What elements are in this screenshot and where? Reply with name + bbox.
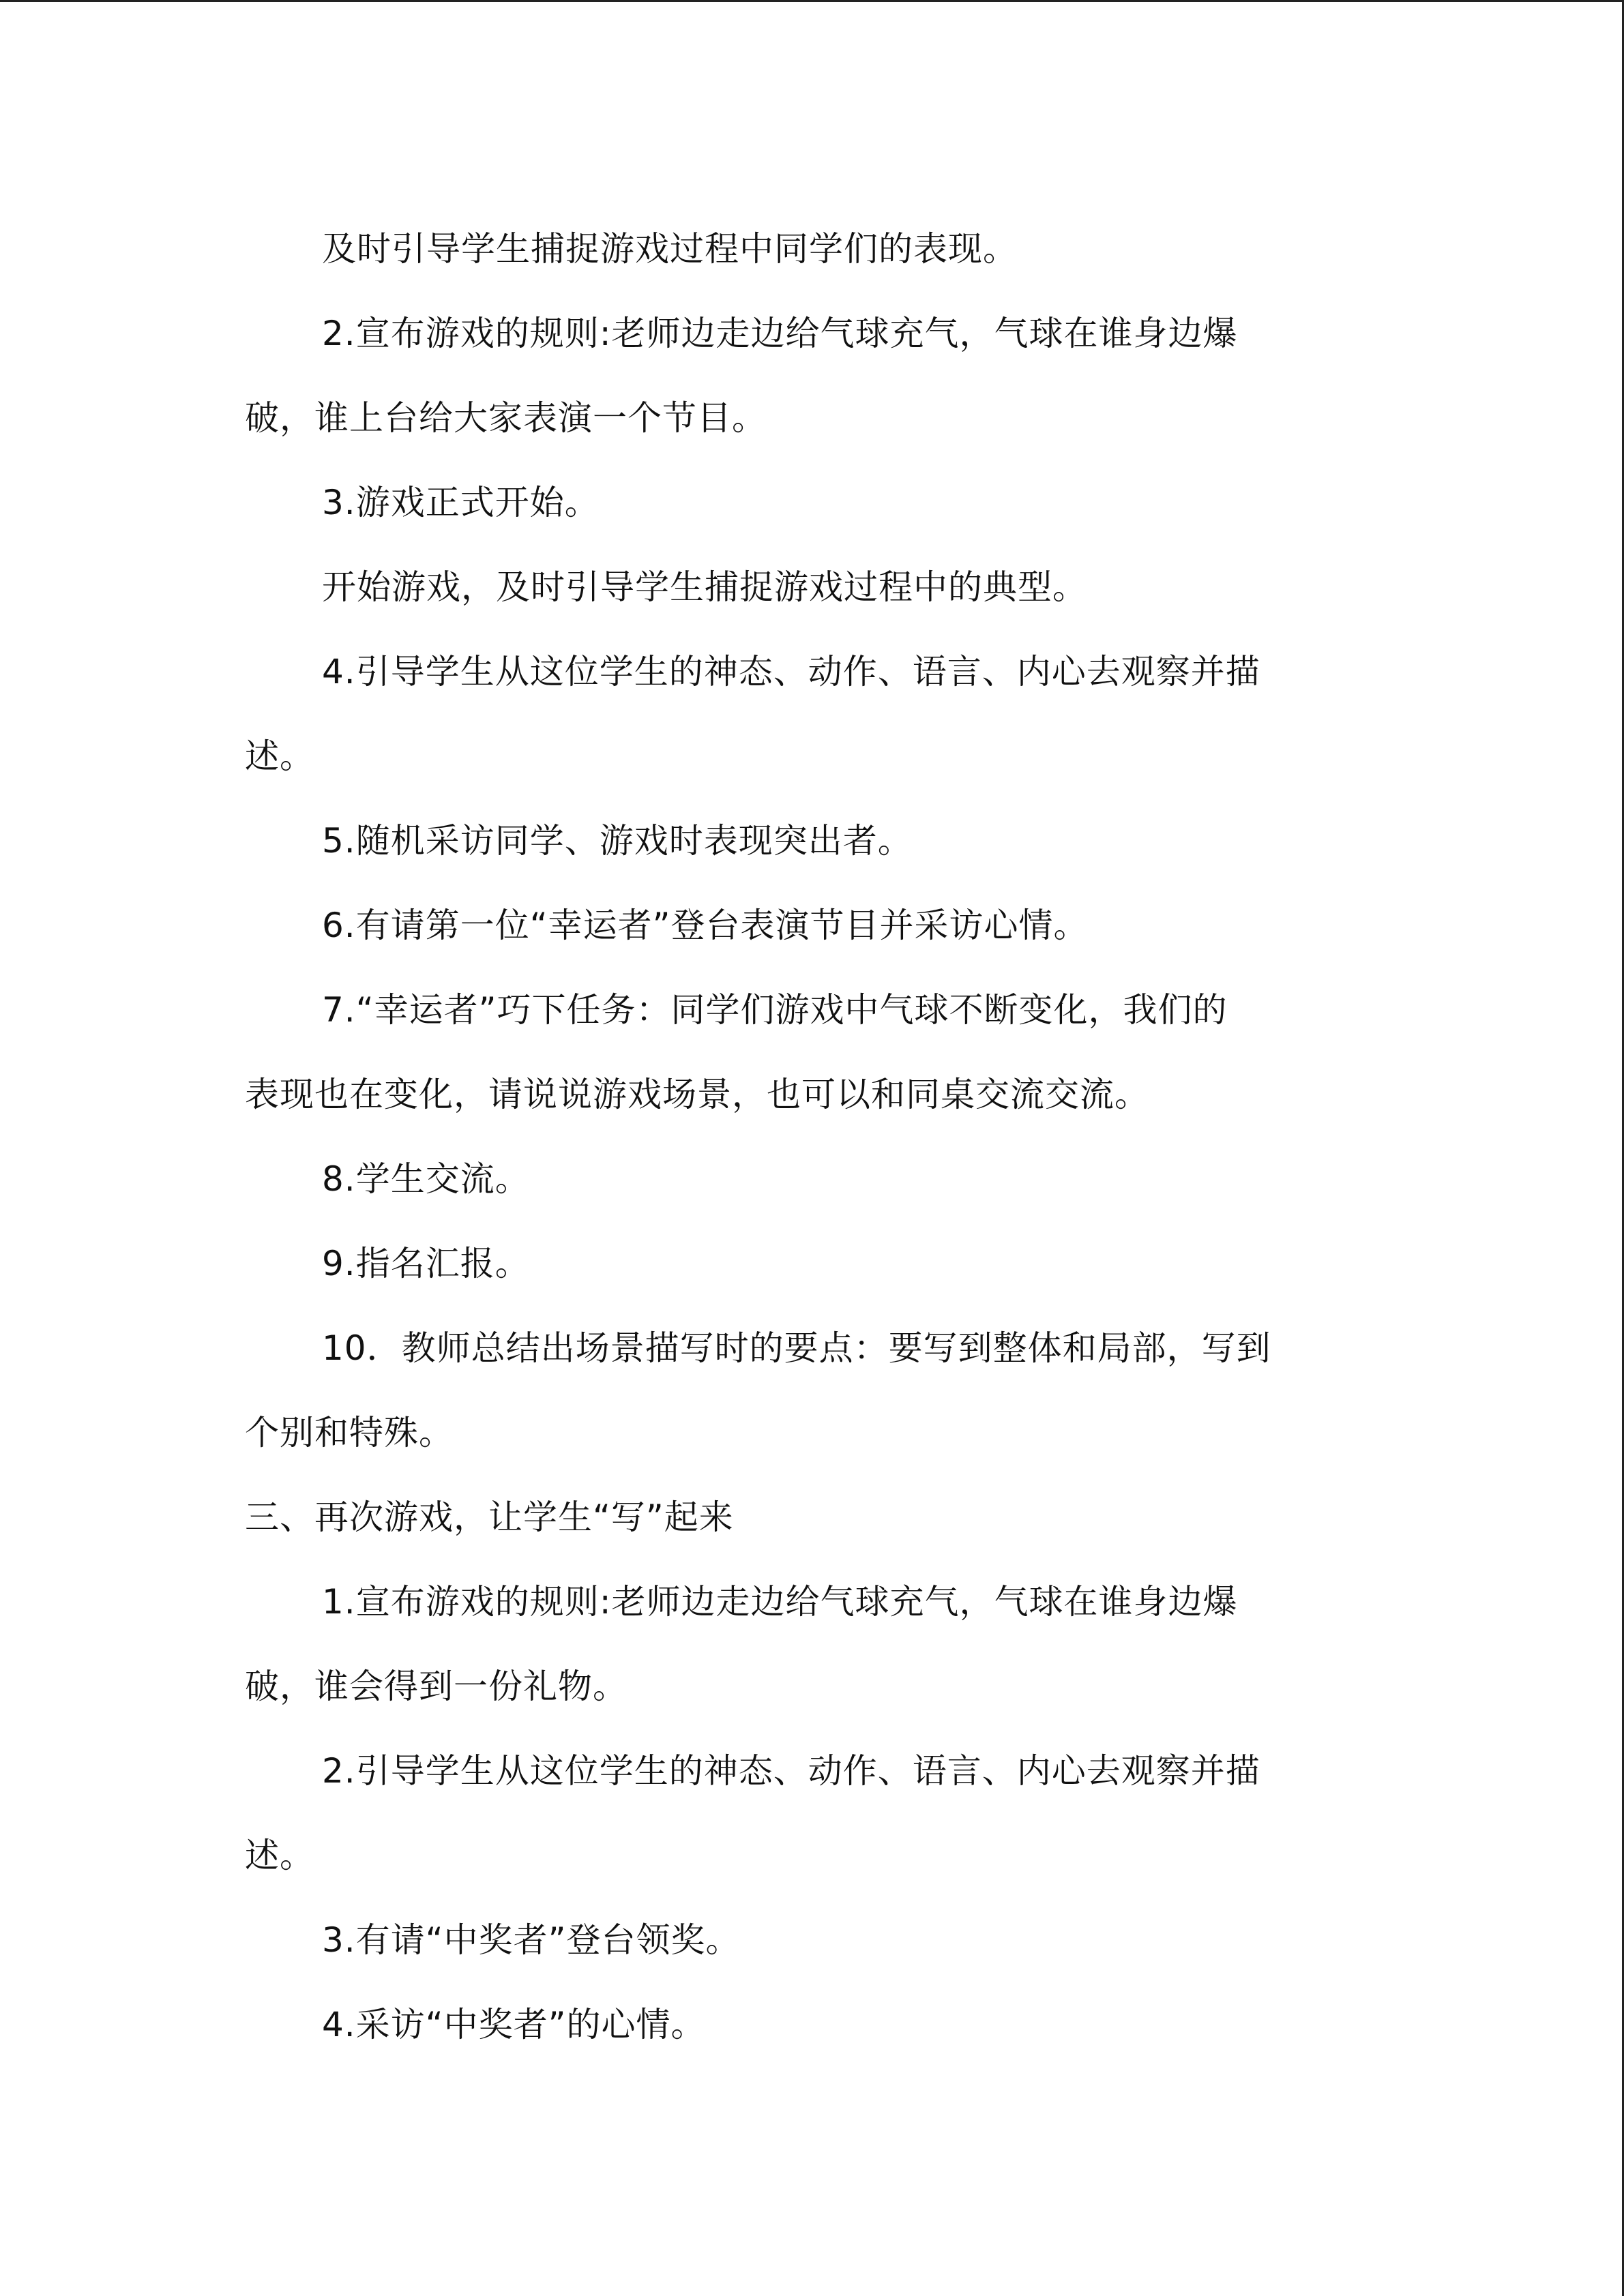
paragraph-line: 及时引导学生捕捉游戏过程中同学们的表现。 <box>322 229 1018 269</box>
section-heading: 三、再次游戏，让学生“写”起来 <box>245 1497 734 1537</box>
paragraph-line: 破，谁会得到一份礼物。 <box>245 1667 628 1706</box>
document-body <box>245 207 1370 2067</box>
paragraph-line: 5.随机采访同学、游戏时表现突出者。 <box>322 821 913 861</box>
paragraph-line: 1.宣布游戏的规则:老师边走边给气球充气，气球在谁身边爆 <box>322 1582 1238 1622</box>
paragraph-line: 4.引导学生从这位学生的神态、动作、语言、内心去观察并描 <box>322 652 1260 691</box>
paragraph-line: 3.游戏正式开始。 <box>322 483 600 522</box>
paragraph-line: 2.宣布游戏的规则:老师边走边给气球充气，气球在谁身边爆 <box>322 314 1238 353</box>
paragraph-line: 述。 <box>245 736 314 776</box>
paragraph-line: 8.学生交流。 <box>322 1159 530 1199</box>
paragraph-line: 6.有请第一位“幸运者”登台表演节目并采访心情。 <box>322 906 1089 945</box>
paragraph-line: 9.指名汇报。 <box>322 1244 530 1283</box>
paragraph-line: 7.“幸运者”巧下任务：同学们游戏中气球不断变化，我们的 <box>322 990 1228 1030</box>
paragraph-line: 2.引导学生从这位学生的神态、动作、语言、内心去观察并描 <box>322 1751 1260 1791</box>
paragraph-line: 10．教师总结出场景描写时的要点：要写到整体和局部，写到 <box>322 1328 1271 1368</box>
paragraph-line: 3.有请“中奖者”登台领奖。 <box>322 1920 741 1960</box>
paragraph-line: 个别和特殊。 <box>245 1413 454 1452</box>
paragraph-line: 4.采访“中奖者”的心情。 <box>322 2005 706 2044</box>
paragraph-line: 开始游戏，及时引导学生捕捉游戏过程中的典型。 <box>322 567 1087 607</box>
paragraph-line: 述。 <box>245 1836 314 1875</box>
paragraph-line: 表现也在变化，请说说游戏场景，也可以和同桌交流交流。 <box>245 1075 1149 1114</box>
paragraph-line: 破，谁上台给大家表演一个节目。 <box>245 398 767 438</box>
